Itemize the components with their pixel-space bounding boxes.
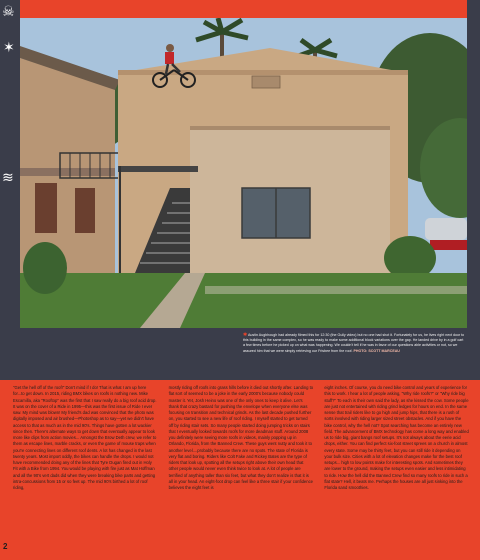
caption-text: Austin Augbhough had already filmed this for 12:30 (the Gully video) but no one had shot it. Fortunately for us, he lives right next door to this building in the same complex, so he was ready to make some additional block variations over the gap. He landed drive by in a golf cart a few times before he picked up on what was happening. We couldn't tell if he was in favor of our questions able activities or not, so we assured him that we were simply retrieving our Frisbee from the roof. [243, 333, 465, 353]
ride-logo-icon: ✱ [243, 332, 248, 338]
article-body [13, 385, 469, 535]
page-number: 2 [3, 542, 8, 551]
article-column-1: "Get the hell off of the roof!" Don't mind if I do! That is what I am up here for...to get down. In 2015, riding BMX bikes on roofs is nothing new. Mike Escamilla, aka "Rooftop" was the first that I saw really do a big roof acid drop. It was on the cover of a Ride in 1995—this was the first issue of Ride I ever saw. My mind was blown! My friend's dad was convinced that the photo was digitally imposed and air brushed—Photoshop as to say—yet we didn't have access to that as much as in the mid 90's. Things have gotten a lot wackier since then. There's alternate ways to get down that eventually appear to look more like clips from action movies... Amongst the Brow Deth crew, we refer to them as escape lines, marble cracks, or even the game of mouse traps when you're connecting lines on different roof dents. A lot has changed in the last twenty years. Most import oddly, the bikes can handle the drops. I would not have recommended doing any of the lines that Tyre Dugan fired out in Holy Fit with a Bike from 1994. You would be playing with fire just as Mat Hoffman and all the 90's vert dads did when they were breaking bike parts and getting intra-concussions from 15 or so feet up. The mid 90's birthed a lot of roof riding, [13, 385, 157, 490]
article-column-3: eight inches. Of course, you do need bike control and years of experience for this to work. I hear a lot of people asking, "Why ride roofs?" or "Why ride big stuff?" To each is their own said the lady, as she kissed the cow. Some people are just not entertained with riding grind ledges for hours on end. In the same sense that trail riders like to go high and jump hips, that there is a rush of sorts involved with riding larger sized street obstacles. And if you have the bike control, why the hell not? Spot searching has become an entirely new field. The advancement of BMX technology has come a long way and enabled us to ride big, giant bangs roof setups. It's not always about the eerie acid drops, either. You can find perfect six-foot street sprees on a church in almost every state. Some may be thirty feet, but you can still ride it depending on your bulk size. Cities with a lot of elevation changes make for the best roof setups... high to low points make for interesting spots. And sometimes they are lower to the ground, making the setups even easier and less intimidating to ride. How the hell did the Banned Crew find so many roofs to ride in such a flat state? Hell, it beats me. Perhaps the houses are all just sinking into the Florida sand smoothies. [324, 385, 469, 490]
star-doodle-icon: ✶ [3, 40, 15, 56]
photo-credit: PHOTO: SCOTT MARCEAU [353, 348, 400, 353]
photo-caption [243, 333, 465, 354]
window-icon [242, 188, 310, 238]
article-column-2: mostly riding off roofs into grass hills before it died out shortly after. Landing to flat sort of seemed to be a joke in the early 2000's because nobody could master it. Yet, Josh Heino was one of the only ones to keep it alive. Let's thank that crazy bastard for pushing the envelope when everyone else was focusing on transition and technical grinds. As the last decade pushed further on, you started to see a new life of roof riding. I myself started to get turned off by riding stair sets. So many people started doing jumping tricks on stairs that I eventually looked towards roofs for more deadman stuff. Around 2008 you definitely were seeing more roofs in videos, mainly popping up in Orlando, Florida, from the Banned Crew. These guys went nutty and took it to another level....probably because there are no spots. The state of Florida is very flat and boring. Riders like Colt Fake and Rickey Bates are the type of riders that look up, spotting all the setups right above their own head that other people would never even think twice to look at. A lot of people are terrified of anything taller than six feet, but what they don't realize is that it is all in your head. An eight-foot drop can feel like a three stair if your confidence believes the eight feet is [168, 385, 314, 490]
feature-photo [20, 18, 467, 328]
zigzag-doodle-icon: ≋ [2, 170, 14, 186]
left-doodle-strip [0, 0, 20, 380]
right-strip [467, 0, 480, 380]
skull-doodle-icon: ☠ [2, 4, 15, 20]
